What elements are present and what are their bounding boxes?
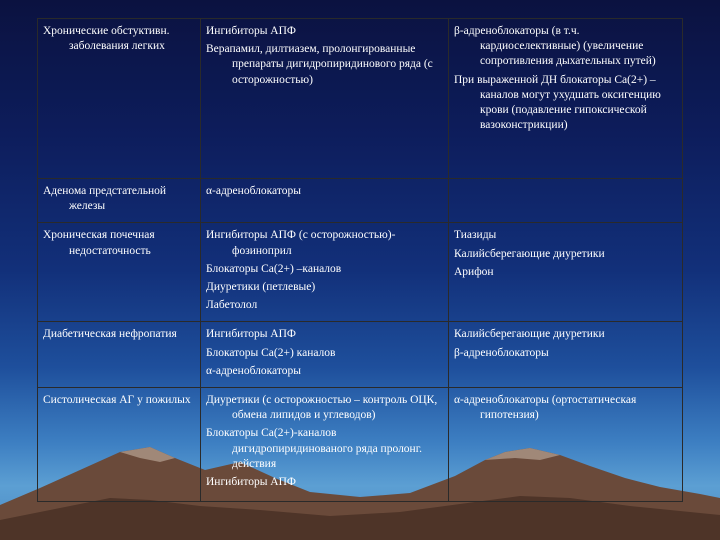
drug-item: Ингибиторы АПФ	[206, 476, 297, 489]
drug-item: Диуретики (с осторожностью – контроль ОЦК, обмена липидов и углеводов)	[206, 394, 438, 422]
caution-drugs-cell	[449, 322, 683, 388]
condition-cell	[38, 223, 201, 322]
drug-item: Калийсберегающие диуретики	[454, 247, 605, 260]
drug-item: Блокаторы Са(2+) каналов	[206, 346, 336, 359]
drug-item: β-адреноблокаторы (в т.ч. кардиоселективные) (увеличение сопротивления дыхательных путей)	[454, 25, 656, 68]
condition-text: Систолическая АГ у пожилых	[43, 394, 191, 407]
preferred-drugs-cell	[201, 388, 449, 502]
table-row	[38, 19, 683, 179]
table-row	[38, 179, 683, 223]
drug-item: Блокаторы Са(2+)-каналов дигидропиридинованого ряда пролонг. действия	[206, 427, 423, 470]
drug-item: Диуретики (петлевые)	[206, 281, 316, 294]
condition-cell	[38, 179, 201, 223]
preferred-drugs-cell	[201, 322, 449, 388]
drug-item: β-адреноблокаторы	[454, 346, 549, 359]
drug-item: Арифон	[454, 265, 494, 278]
drug-item: Блокаторы Са(2+) –каналов	[206, 262, 342, 275]
condition-text: Аденома предстательной железы	[43, 185, 167, 213]
drug-item: Калийсберегающие диуретики	[454, 328, 605, 341]
preferred-drugs-cell	[201, 179, 449, 223]
drug-item: Лабетолол	[206, 299, 258, 312]
drug-item: Ингибиторы АПФ	[206, 25, 297, 37]
condition-text: Хроническая почечная недостаточность	[43, 229, 155, 257]
condition-text: Хронические обстуктивн. заболевания легких	[43, 25, 170, 53]
drug-item: При выраженной ДН блокаторы Са(2+) –каналов могут ухудшать оксигенцию крови (подавление гипоксической вазоконстрикции)	[454, 73, 661, 132]
caution-drugs-cell	[449, 388, 683, 502]
caution-drugs-cell	[449, 19, 683, 179]
table-row	[38, 322, 683, 388]
table-row	[38, 388, 683, 502]
drug-item: Ингибиторы АПФ (с осторожностью)-фозиноприл	[206, 229, 396, 257]
drug-item: α-адреноблокаторы	[206, 185, 301, 197]
drug-item: Верапамил, дилтиазем, пролонгированные препараты дигидропиридинового ряда (с осторожностью)	[206, 43, 433, 86]
caution-drugs-cell	[449, 179, 683, 223]
table-row	[38, 223, 683, 322]
drug-item: α-адреноблокаторы	[206, 364, 301, 377]
hypertension-comorbidity-table	[37, 18, 683, 502]
drug-item: Ингибиторы АПФ	[206, 328, 297, 341]
caution-drugs-cell	[449, 223, 683, 322]
condition-cell	[38, 388, 201, 502]
drug-item: Тиазиды	[454, 229, 497, 242]
drug-item: α-адреноблокаторы (ортостатическая гипотензия)	[454, 394, 637, 422]
preferred-drugs-cell	[201, 19, 449, 179]
preferred-drugs-cell	[201, 223, 449, 322]
condition-text: Диабетическая нефропатия	[43, 328, 177, 341]
condition-cell	[38, 322, 201, 388]
condition-cell	[38, 19, 201, 179]
